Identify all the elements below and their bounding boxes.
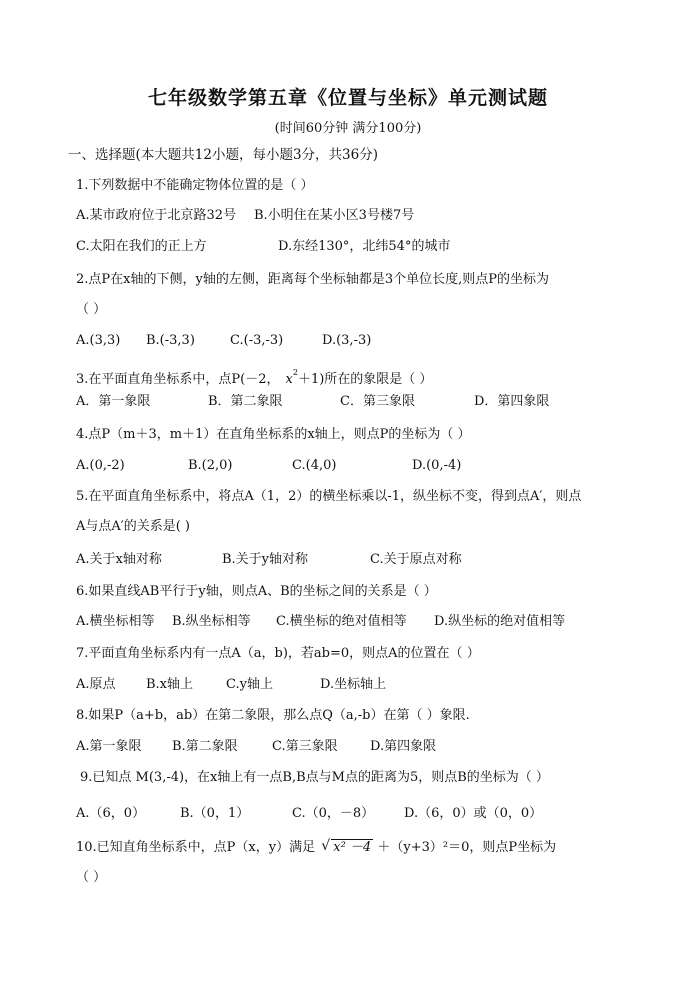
question-5-options (76, 552, 462, 568)
option-c: C.(-3,-3) (230, 333, 284, 348)
option-d: D.纵坐标的绝对值相等 (434, 614, 566, 629)
option-a: A.（6，0） (76, 806, 146, 821)
option-c: C.关于原点对称 (370, 552, 462, 567)
option-d: D.东经130°，北纬54°的城市 (278, 239, 451, 254)
option-d: D.(3,-3) (322, 333, 372, 348)
square-root: √ x² －4 (321, 838, 372, 855)
option-c: C.横坐标的绝对值相等 (276, 614, 407, 629)
question-1-options-row2 (76, 239, 451, 255)
option-d: D.坐标轴上 (320, 677, 387, 692)
option-b: B.关于y轴对称 (222, 552, 309, 567)
option-d: D．第四象限 (474, 394, 550, 409)
question-7-options (76, 677, 387, 693)
option-a: A.横坐标相等 (76, 614, 155, 629)
question-2-stem: 2.点P在x轴的下侧，y轴的左侧，距离每个坐标轴都是3个单位长度,则点P的坐标为 (76, 272, 549, 287)
question-3-stem (76, 365, 432, 388)
page-title: 七年级数学第五章《位置与坐标》单元测试题 (147, 87, 548, 109)
question-5-stem-cont: A与点A′的关系是( ) (76, 519, 191, 534)
question-3-stem-part1: 3.在平面直角坐标系中，点P(－2， (76, 372, 280, 387)
option-d: D.第四象限 (370, 739, 437, 754)
option-b: B．第二象限 (208, 394, 283, 409)
question-4-options (76, 458, 462, 474)
question-1-options-row1 (76, 208, 415, 224)
option-c: C．第三象限 (340, 394, 415, 409)
option-c: C.y轴上 (226, 677, 273, 692)
option-a: A.关于x轴对称 (76, 552, 162, 567)
question-10-stem (76, 840, 556, 856)
option-c: C.(4,0) (292, 458, 337, 473)
question-2-options (76, 333, 372, 349)
option-d: D.(0,-4) (412, 458, 462, 473)
option-a: A.(3,3) (76, 333, 121, 348)
exponent: 2 (292, 368, 298, 377)
option-c: C.第三象限 (272, 739, 338, 754)
option-b: B.(2,0) (188, 458, 233, 473)
variable-x: x (285, 372, 293, 387)
option-a: A．第一象限 (76, 394, 151, 409)
option-a: A.第一象限 (76, 739, 142, 754)
option-d: D.（6，0）或（0，0） (404, 806, 543, 821)
question-5-stem: 5.在平面直角坐标系中，将点A（1，2）的横坐标乘以-1，纵坐标不变，得到点A′，则点 (76, 489, 582, 504)
question-1-stem: 1.下列数据中不能确定物体位置的是（ ） (76, 178, 314, 193)
option-b: B.（0，1） (180, 806, 250, 821)
option-a: A.某市政府位于北京路32号 (76, 208, 237, 223)
option-a: A.(0,-2) (76, 458, 125, 473)
question-2-stem-cont: （ ） (76, 302, 107, 317)
page-subtitle: (时间60分钟 满分100分) (274, 121, 422, 136)
option-b: B.(-3,3) (146, 333, 195, 348)
question-6-stem: 6.如果直线AB平行于y轴，则点A、B的坐标之间的关系是（ ） (76, 584, 437, 599)
option-a: A.原点 (76, 677, 116, 692)
section-heading: 一、选择题(本大题共12小题，每小题3分，共36分) (68, 147, 378, 163)
question-3-stem-part2: ＋1)所在的象限是（ ） (297, 372, 433, 387)
option-b: B.小明住在某小区3号楼7号 (254, 208, 415, 223)
option-c: C.（0，－8） (292, 806, 375, 821)
option-b: B.x轴上 (146, 677, 194, 692)
option-b: B.纵坐标相等 (172, 614, 251, 629)
question-10-stem-cont: （ ） (76, 870, 107, 885)
question-9-options (76, 806, 543, 822)
radicand: x² －4 (333, 840, 372, 855)
question-3-options (76, 394, 550, 410)
question-9-stem: 9.已知点 M(3,-4)，在x轴上有一点B,B点与M点的距离为5，则点B的坐标为（ ） (80, 770, 549, 785)
question-6-options (76, 614, 566, 630)
question-7-stem: 7.平面直角坐标系内有一点A（a，b)，若ab=0，则点A的位置在（ ） (76, 646, 480, 661)
question-10-stem-part2: ＋（y+3）²＝0，则点P坐标为 (377, 840, 557, 855)
question-8-stem: 8.如果P（a+b，ab）在第二象限，那么点Q（a,-b）在第（ ）象限. (76, 708, 470, 723)
question-8-options (76, 739, 437, 755)
question-4-stem: 4.点P（m＋3，m＋1）在直角坐标系的x轴上，则点P的坐标为（ ） (76, 427, 471, 442)
option-b: B.第二象限 (172, 739, 238, 754)
option-c: C.太阳在我们的正上方 (76, 239, 207, 254)
question-10-stem-part1: 10.已知直角坐标系中，点P（x，y）满足 (76, 840, 316, 855)
